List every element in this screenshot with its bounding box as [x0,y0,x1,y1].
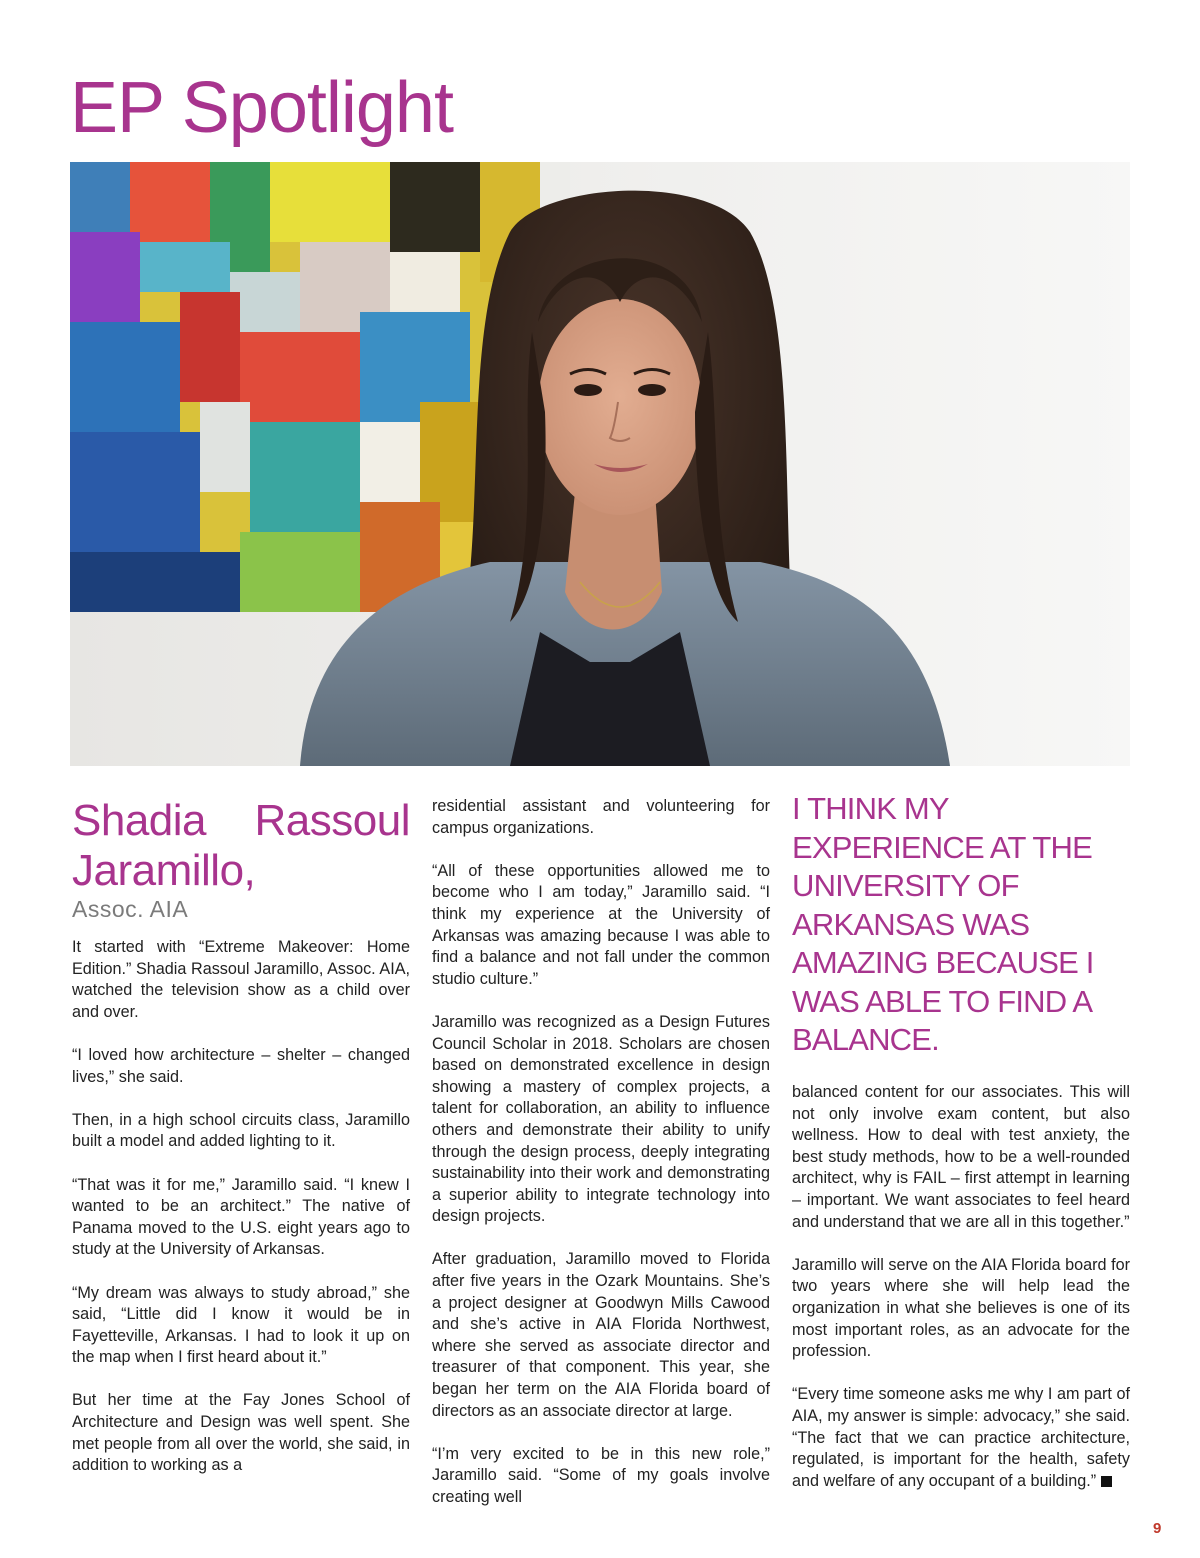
paragraph: “My dream was always to study abroad,” she said, “Little did I know it would be in Fayetteville, Arkansas. I had to look it up on the map when I first heard about it.” [72,1283,410,1367]
article-column-2 [432,796,770,1530]
paragraph: Then, in a high school circuits class, Jaramillo built a model and added lighting to it. [72,1110,410,1151]
article-column-3 [792,1082,1130,1514]
paragraph: residential assistant and volunteering for campus organizations. [432,797,770,837]
page-number: 9 [1153,1520,1162,1537]
paragraph: “I’m very excited to be in this new role,” Jaramillo said. “Some of my goals involve creating well [432,1444,770,1506]
section-title: EP Spotlight [70,68,453,148]
paragraph: But her time at the Fay Jones School of Architecture and Design was well spent. She met people from all over the world, she said, in addition to working as a [72,1391,410,1475]
article-headline-name: Shadia Rassoul Jaramillo, [72,796,410,895]
end-of-article-mark [1101,1476,1112,1487]
pull-quote: I THINK MY EXPERIENCE AT THE UNIVERSITY OF ARKANSAS WAS AMAZING BECAUSE I WAS ABLE TO FIND A BALANCE. [792,791,1094,1057]
paragraph: balanced content for our associates. This will not only involve exam content, but also wellness. How to deal with test anxiety, the best study methods, how to be a well-rounded architect, why is FAIL – first attempt in learning – important. We want associates to feel heard and understand that we are all in this together.” [792,1083,1130,1231]
paragraph: After graduation, Jaramillo moved to Florida after five years in the Ozark Mountains. She’s a project designer at Goodwyn Mills Cawood and she’s active in AIA Florida Northwest, where she served as associate director and treasurer of that component. This year, she began her term on the AIA Florida board of directors as an associate director at large. [432,1250,770,1420]
paragraph-final-text: “Every time someone asks me why I am part of AIA, my answer is simple: advocacy,” she said. “The fact that we can practice architecture, regulated, is important for the health, safety and welfare of any occupant of a building.” [792,1385,1130,1490]
paragraph: “I loved how architecture – shelter – changed lives,” she said. [72,1045,410,1086]
portrait-photo [70,162,1130,766]
article-headline-credential: Assoc. AIA [72,896,189,922]
paragraph: It started with “Extreme Makeover: Home Edition.” Shadia Rassoul Jaramillo, Assoc. AIA, watched the television show as a child over and over. [72,938,410,1021]
paragraph: “All of these opportunities allowed me to become who I am today,” Jaramillo said. “I think my experience at the University of Arkansas was amazing because I was able to find a balance and not fall under the common studio culture.” [432,861,770,988]
paragraph: Jaramillo was recognized as a Design Futures Council Scholar in 2018. Scholars are chosen based on demonstrated excellence in design showing a mastery of complex projects, a talent for collaboration, an ability to influence others and demonstrate their ability to unify through the design process, deeply integrating sustainability into their work and demonstrating a superior ability to integrate technology into design projects. [432,1012,770,1226]
paragraph-final [792,1384,1130,1492]
paragraph: “That was it for me,” Jaramillo said. “I knew I wanted to be an architect.” The native of Panama moved to the U.S. eight years ago to study at the University of Arkansas. [72,1175,410,1259]
paragraph: Jaramillo will serve on the AIA Florida board for two years where she will help lead the organization in what she believes is one of its most important roles, as an advocate for the profession. [792,1255,1130,1361]
article-column-1 [72,796,410,1498]
